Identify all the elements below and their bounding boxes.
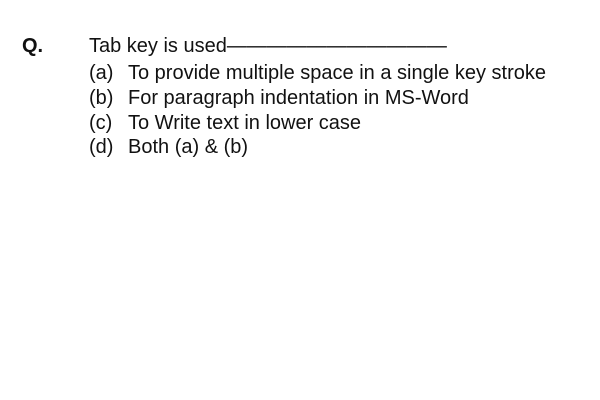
options-list	[89, 61, 546, 160]
option-key: (a)	[89, 62, 114, 84]
option-key: (b)	[89, 86, 114, 109]
option-text: Both (a) & (b)	[128, 136, 249, 159]
option-text: For paragraph indentation in MS-Word	[128, 86, 469, 109]
option-b	[89, 86, 546, 110]
option-key: (d)	[89, 136, 114, 159]
option-d	[89, 135, 546, 159]
option-a	[89, 61, 546, 85]
option-text: To provide multiple space in a single key stroke	[128, 62, 546, 84]
option-key: (c)	[89, 111, 113, 134]
option-text: To Write text in lower case	[128, 111, 362, 134]
option-c	[89, 111, 546, 135]
question-label: Q.	[22, 35, 44, 57]
question-stem: Tab key is used———————————	[89, 35, 447, 57]
